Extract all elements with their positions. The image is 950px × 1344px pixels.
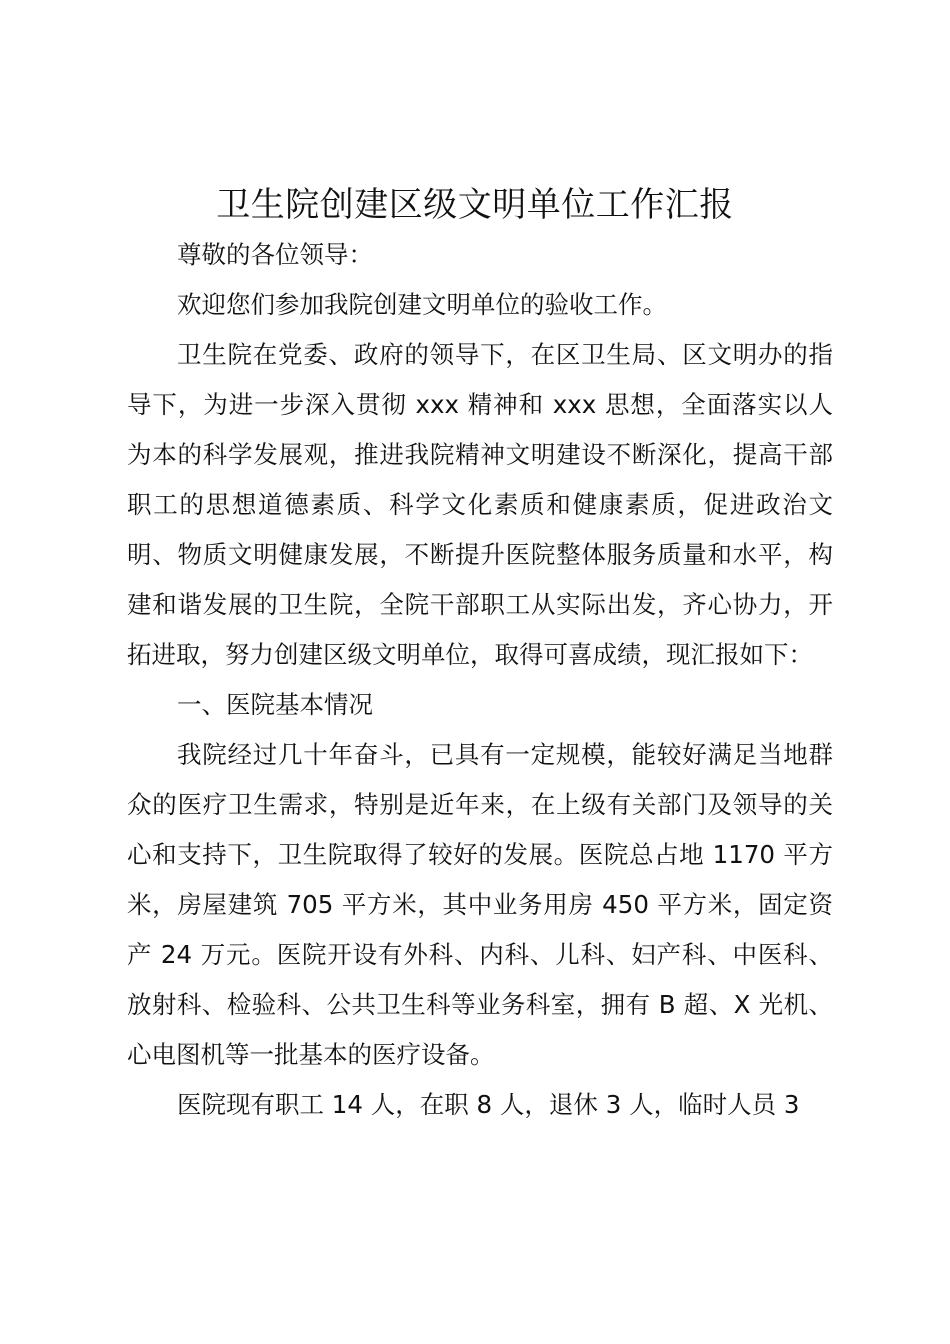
paragraph-staff: 医院现有职工 14 人，在职 8 人，退休 3 人，临时人员 3: [177, 1090, 800, 1119]
paragraph-welcome: 欢迎您们参加我院创建文明单位的验收工作。: [177, 290, 667, 319]
paragraph-overview: 卫生院在党委、政府的领导下，在区卫生局、区文明办的指导下，为进一步深入贯彻 xxx 精神和 xxx 思想，全面落实以人为本的科学发展观，推进我院精神文明建设不断深化，提高干部职工的思想道德素质、科学文化素质和健康素质，促进政治文明、物质文明健康发展，不断提升医院整体服务质量和水平，构建和谐发展的卫生院，全院干部职工从实际出发，齐心协力，开拓进取，努力创建区级文明单位，取得可喜成绩，现汇报如下：: [127, 340, 833, 669]
salutation: 尊敬的各位领导：: [177, 240, 373, 269]
document-body: [127, 230, 833, 1130]
paragraph-hospital-basics: 我院经过几十年奋斗，已具有一定规模，能较好满足当地群众的医疗卫生需求，特别是近年来，在上级有关部门及领导的关心和支持下，卫生院取得了较好的发展。医院总占地 1170 平方米，房屋建筑 705 平方米，其中业务用房 450 平方米，固定资产 24 万元。医院开设有外科、内科、儿科、妇产科、中医科、放射科、检验科、公共卫生科等业务科室，拥有 B 超、X 光机、心电图机等一批基本的医疗设备。: [127, 740, 833, 1069]
section-heading: 一、医院基本情况: [177, 690, 373, 719]
document-title: 卫生院创建区级文明单位工作汇报: [216, 185, 734, 225]
